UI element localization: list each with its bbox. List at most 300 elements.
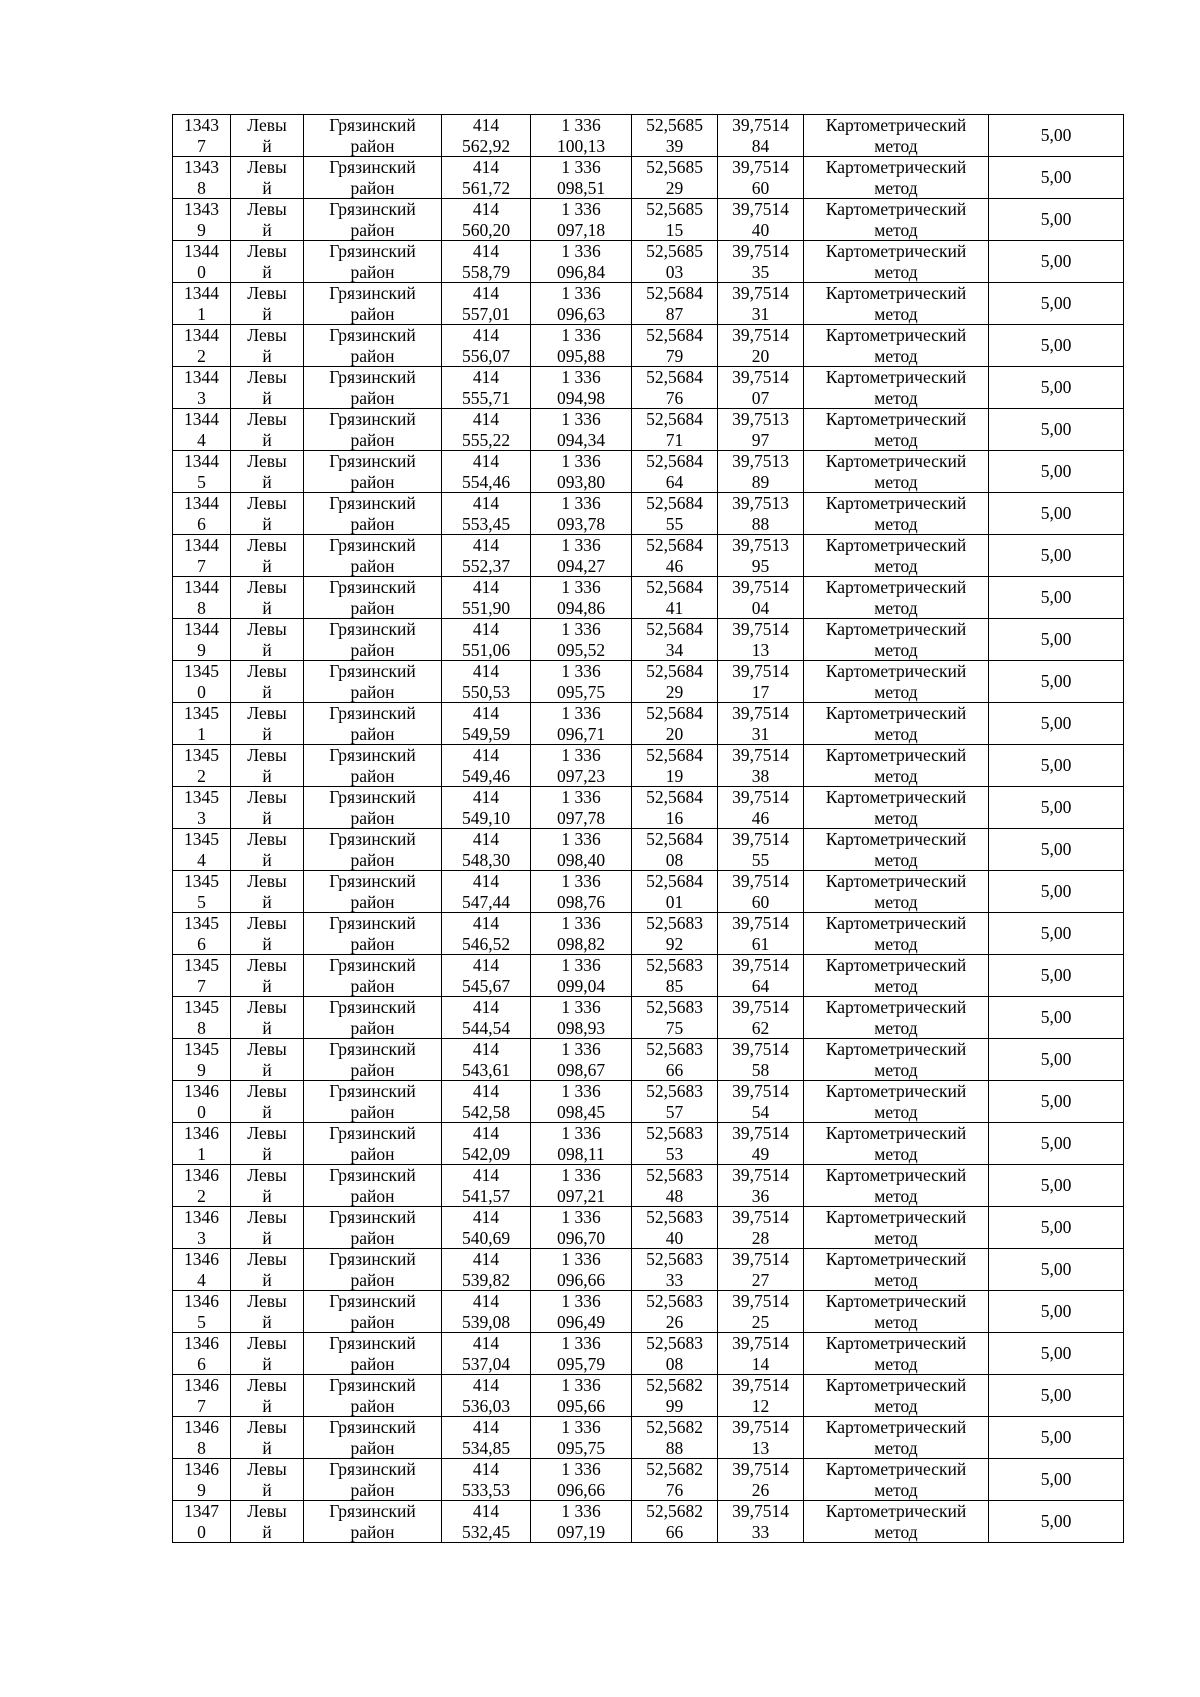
side-cell: Левы й (231, 955, 304, 997)
accuracy-cell: 5,00 (989, 577, 1124, 619)
method-cell: Картометрический метод (804, 955, 989, 997)
y-coordinate-cell: 1 336 098,93 (531, 997, 632, 1039)
x-coordinate-cell: 414 545,67 (442, 955, 531, 997)
side-cell: Левы й (231, 367, 304, 409)
district-cell: Грязинский район (304, 1165, 442, 1207)
y-coordinate-cell: 1 336 095,79 (531, 1333, 632, 1375)
accuracy-cell: 5,00 (989, 1417, 1124, 1459)
point-number-cell: 1346 4 (173, 1249, 231, 1291)
table-row (173, 787, 1124, 829)
district-cell: Грязинский район (304, 325, 442, 367)
x-coordinate-cell: 414 534,85 (442, 1417, 531, 1459)
district-cell: Грязинский район (304, 1333, 442, 1375)
y-coordinate-cell: 1 336 096,84 (531, 241, 632, 283)
point-number-cell: 1343 8 (173, 157, 231, 199)
side-cell: Левы й (231, 1501, 304, 1543)
point-number-cell: 1346 0 (173, 1081, 231, 1123)
table-row (173, 1333, 1124, 1375)
method-cell: Картометрический метод (804, 1333, 989, 1375)
point-number-cell: 1346 1 (173, 1123, 231, 1165)
point-number-cell: 1346 7 (173, 1375, 231, 1417)
side-cell: Левы й (231, 661, 304, 703)
side-cell: Левы й (231, 1459, 304, 1501)
accuracy-cell: 5,00 (989, 493, 1124, 535)
accuracy-cell: 5,00 (989, 115, 1124, 157)
y-coordinate-cell: 1 336 096,66 (531, 1459, 632, 1501)
district-cell: Грязинский район (304, 829, 442, 871)
method-cell: Картометрический метод (804, 535, 989, 577)
longitude-cell: 39,7514 49 (718, 1123, 804, 1165)
table-row (173, 1123, 1124, 1165)
table-row (173, 241, 1124, 283)
x-coordinate-cell: 414 555,71 (442, 367, 531, 409)
accuracy-cell: 5,00 (989, 1207, 1124, 1249)
table-row (173, 745, 1124, 787)
district-cell: Грязинский район (304, 913, 442, 955)
method-cell: Картометрический метод (804, 829, 989, 871)
y-coordinate-cell: 1 336 098,67 (531, 1039, 632, 1081)
point-number-cell: 1344 3 (173, 367, 231, 409)
method-cell: Картометрический метод (804, 283, 989, 325)
table-row (173, 1081, 1124, 1123)
accuracy-cell: 5,00 (989, 997, 1124, 1039)
latitude-cell: 52,5684 46 (632, 535, 718, 577)
latitude-cell: 52,5685 39 (632, 115, 718, 157)
accuracy-cell: 5,00 (989, 409, 1124, 451)
longitude-cell: 39,7514 62 (718, 997, 804, 1039)
district-cell: Грязинский район (304, 1291, 442, 1333)
district-cell: Грязинский район (304, 619, 442, 661)
x-coordinate-cell: 414 546,52 (442, 913, 531, 955)
method-cell: Картометрический метод (804, 241, 989, 283)
x-coordinate-cell: 414 544,54 (442, 997, 531, 1039)
x-coordinate-cell: 414 555,22 (442, 409, 531, 451)
district-cell: Грязинский район (304, 871, 442, 913)
district-cell: Грязинский район (304, 115, 442, 157)
y-coordinate-cell: 1 336 093,78 (531, 493, 632, 535)
method-cell: Картометрический метод (804, 1165, 989, 1207)
side-cell: Левы й (231, 1375, 304, 1417)
y-coordinate-cell: 1 336 098,76 (531, 871, 632, 913)
point-number-cell: 1344 9 (173, 619, 231, 661)
y-coordinate-cell: 1 336 096,63 (531, 283, 632, 325)
method-cell: Картометрический метод (804, 871, 989, 913)
latitude-cell: 52,5684 01 (632, 871, 718, 913)
table-row (173, 1459, 1124, 1501)
latitude-cell: 52,5685 29 (632, 157, 718, 199)
method-cell: Картометрический метод (804, 409, 989, 451)
longitude-cell: 39,7513 97 (718, 409, 804, 451)
y-coordinate-cell: 1 336 097,21 (531, 1165, 632, 1207)
x-coordinate-cell: 414 554,46 (442, 451, 531, 493)
district-cell: Грязинский район (304, 1417, 442, 1459)
longitude-cell: 39,7514 20 (718, 325, 804, 367)
accuracy-cell: 5,00 (989, 283, 1124, 325)
district-cell: Грязинский район (304, 157, 442, 199)
table-row (173, 283, 1124, 325)
latitude-cell: 52,5683 08 (632, 1333, 718, 1375)
table-row (173, 1417, 1124, 1459)
district-cell: Грязинский район (304, 1249, 442, 1291)
x-coordinate-cell: 414 556,07 (442, 325, 531, 367)
x-coordinate-cell: 414 562,92 (442, 115, 531, 157)
longitude-cell: 39,7514 60 (718, 157, 804, 199)
longitude-cell: 39,7514 38 (718, 745, 804, 787)
point-number-cell: 1346 2 (173, 1165, 231, 1207)
x-coordinate-cell: 414 543,61 (442, 1039, 531, 1081)
y-coordinate-cell: 1 336 098,82 (531, 913, 632, 955)
y-coordinate-cell: 1 336 097,23 (531, 745, 632, 787)
latitude-cell: 52,5683 26 (632, 1291, 718, 1333)
point-number-cell: 1344 6 (173, 493, 231, 535)
table-row (173, 1207, 1124, 1249)
side-cell: Левы й (231, 1039, 304, 1081)
method-cell: Картометрический метод (804, 1039, 989, 1081)
y-coordinate-cell: 1 336 093,80 (531, 451, 632, 493)
district-cell: Грязинский район (304, 1207, 442, 1249)
method-cell: Картометрический метод (804, 1081, 989, 1123)
method-cell: Картометрический метод (804, 325, 989, 367)
longitude-cell: 39,7514 28 (718, 1207, 804, 1249)
method-cell: Картометрический метод (804, 367, 989, 409)
y-coordinate-cell: 1 336 097,19 (531, 1501, 632, 1543)
point-number-cell: 1344 0 (173, 241, 231, 283)
point-number-cell: 1345 9 (173, 1039, 231, 1081)
longitude-cell: 39,7514 33 (718, 1501, 804, 1543)
method-cell: Картометрический метод (804, 1417, 989, 1459)
x-coordinate-cell: 414 549,59 (442, 703, 531, 745)
accuracy-cell: 5,00 (989, 871, 1124, 913)
district-cell: Грязинский район (304, 955, 442, 997)
x-coordinate-cell: 414 548,30 (442, 829, 531, 871)
method-cell: Картометрический метод (804, 745, 989, 787)
longitude-cell: 39,7514 84 (718, 115, 804, 157)
point-number-cell: 1345 2 (173, 745, 231, 787)
latitude-cell: 52,5683 92 (632, 913, 718, 955)
x-coordinate-cell: 414 539,82 (442, 1249, 531, 1291)
district-cell: Грязинский район (304, 283, 442, 325)
accuracy-cell: 5,00 (989, 661, 1124, 703)
table-row (173, 1165, 1124, 1207)
table-row (173, 535, 1124, 577)
method-cell: Картометрический метод (804, 157, 989, 199)
side-cell: Левы й (231, 115, 304, 157)
method-cell: Картометрический метод (804, 661, 989, 703)
y-coordinate-cell: 1 336 100,13 (531, 115, 632, 157)
y-coordinate-cell: 1 336 097,78 (531, 787, 632, 829)
side-cell: Левы й (231, 157, 304, 199)
district-cell: Грязинский район (304, 493, 442, 535)
x-coordinate-cell: 414 542,58 (442, 1081, 531, 1123)
method-cell: Картометрический метод (804, 1249, 989, 1291)
latitude-cell: 52,5684 55 (632, 493, 718, 535)
y-coordinate-cell: 1 336 096,49 (531, 1291, 632, 1333)
district-cell: Грязинский район (304, 745, 442, 787)
side-cell: Левы й (231, 871, 304, 913)
latitude-cell: 52,5683 85 (632, 955, 718, 997)
method-cell: Картометрический метод (804, 1459, 989, 1501)
latitude-cell: 52,5683 57 (632, 1081, 718, 1123)
side-cell: Левы й (231, 493, 304, 535)
x-coordinate-cell: 414 549,10 (442, 787, 531, 829)
latitude-cell: 52,5684 20 (632, 703, 718, 745)
latitude-cell: 52,5684 76 (632, 367, 718, 409)
accuracy-cell: 5,00 (989, 367, 1124, 409)
accuracy-cell: 5,00 (989, 955, 1124, 997)
y-coordinate-cell: 1 336 098,11 (531, 1123, 632, 1165)
table-row (173, 577, 1124, 619)
longitude-cell: 39,7514 35 (718, 241, 804, 283)
longitude-cell: 39,7514 17 (718, 661, 804, 703)
longitude-cell: 39,7514 54 (718, 1081, 804, 1123)
table-row (173, 325, 1124, 367)
side-cell: Левы й (231, 1123, 304, 1165)
accuracy-cell: 5,00 (989, 241, 1124, 283)
latitude-cell: 52,5684 16 (632, 787, 718, 829)
x-coordinate-cell: 414 553,45 (442, 493, 531, 535)
longitude-cell: 39,7514 14 (718, 1333, 804, 1375)
district-cell: Грязинский район (304, 241, 442, 283)
x-coordinate-cell: 414 547,44 (442, 871, 531, 913)
side-cell: Левы й (231, 1207, 304, 1249)
point-number-cell: 1346 8 (173, 1417, 231, 1459)
method-cell: Картометрический метод (804, 913, 989, 955)
table-row (173, 1039, 1124, 1081)
longitude-cell: 39,7514 31 (718, 283, 804, 325)
y-coordinate-cell: 1 336 096,71 (531, 703, 632, 745)
point-number-cell: 1344 2 (173, 325, 231, 367)
method-cell: Картометрический метод (804, 619, 989, 661)
district-cell: Грязинский район (304, 1501, 442, 1543)
district-cell: Грязинский район (304, 535, 442, 577)
table-row (173, 703, 1124, 745)
side-cell: Левы й (231, 1165, 304, 1207)
point-number-cell: 1344 4 (173, 409, 231, 451)
table-row (173, 199, 1124, 241)
accuracy-cell: 5,00 (989, 1291, 1124, 1333)
accuracy-cell: 5,00 (989, 325, 1124, 367)
side-cell: Левы й (231, 409, 304, 451)
latitude-cell: 52,5684 19 (632, 745, 718, 787)
x-coordinate-cell: 414 540,69 (442, 1207, 531, 1249)
x-coordinate-cell: 414 561,72 (442, 157, 531, 199)
longitude-cell: 39,7514 40 (718, 199, 804, 241)
side-cell: Левы й (231, 1249, 304, 1291)
method-cell: Картометрический метод (804, 1501, 989, 1543)
side-cell: Левы й (231, 745, 304, 787)
district-cell: Грязинский район (304, 997, 442, 1039)
point-number-cell: 1344 5 (173, 451, 231, 493)
table-row (173, 661, 1124, 703)
accuracy-cell: 5,00 (989, 745, 1124, 787)
side-cell: Левы й (231, 913, 304, 955)
district-cell: Грязинский район (304, 1081, 442, 1123)
y-coordinate-cell: 1 336 095,88 (531, 325, 632, 367)
latitude-cell: 52,5683 40 (632, 1207, 718, 1249)
table-row (173, 1501, 1124, 1543)
table-row (173, 493, 1124, 535)
point-number-cell: 1345 7 (173, 955, 231, 997)
table-row (173, 829, 1124, 871)
table-row (173, 1291, 1124, 1333)
latitude-cell: 52,5682 76 (632, 1459, 718, 1501)
longitude-cell: 39,7514 64 (718, 955, 804, 997)
y-coordinate-cell: 1 336 095,66 (531, 1375, 632, 1417)
longitude-cell: 39,7514 31 (718, 703, 804, 745)
accuracy-cell: 5,00 (989, 1249, 1124, 1291)
x-coordinate-cell: 414 558,79 (442, 241, 531, 283)
point-number-cell: 1344 1 (173, 283, 231, 325)
side-cell: Левы й (231, 325, 304, 367)
side-cell: Левы й (231, 1081, 304, 1123)
point-number-cell: 1347 0 (173, 1501, 231, 1543)
table-row (173, 1249, 1124, 1291)
y-coordinate-cell: 1 336 099,04 (531, 955, 632, 997)
table-row (173, 451, 1124, 493)
method-cell: Картометрический метод (804, 115, 989, 157)
y-coordinate-cell: 1 336 094,86 (531, 577, 632, 619)
district-cell: Грязинский район (304, 451, 442, 493)
table-row (173, 871, 1124, 913)
longitude-cell: 39,7514 13 (718, 1417, 804, 1459)
accuracy-cell: 5,00 (989, 199, 1124, 241)
accuracy-cell: 5,00 (989, 451, 1124, 493)
table-row (173, 913, 1124, 955)
accuracy-cell: 5,00 (989, 913, 1124, 955)
x-coordinate-cell: 414 549,46 (442, 745, 531, 787)
x-coordinate-cell: 414 550,53 (442, 661, 531, 703)
x-coordinate-cell: 414 539,08 (442, 1291, 531, 1333)
accuracy-cell: 5,00 (989, 1081, 1124, 1123)
district-cell: Грязинский район (304, 661, 442, 703)
side-cell: Левы й (231, 199, 304, 241)
district-cell: Грязинский район (304, 1459, 442, 1501)
district-cell: Грязинский район (304, 1375, 442, 1417)
method-cell: Картометрический метод (804, 451, 989, 493)
method-cell: Картометрический метод (804, 997, 989, 1039)
latitude-cell: 52,5684 34 (632, 619, 718, 661)
longitude-cell: 39,7514 58 (718, 1039, 804, 1081)
side-cell: Левы й (231, 1417, 304, 1459)
longitude-cell: 39,7514 46 (718, 787, 804, 829)
longitude-cell: 39,7514 27 (718, 1249, 804, 1291)
point-number-cell: 1345 0 (173, 661, 231, 703)
latitude-cell: 52,5683 66 (632, 1039, 718, 1081)
method-cell: Картометрический метод (804, 1291, 989, 1333)
y-coordinate-cell: 1 336 094,34 (531, 409, 632, 451)
table-row (173, 409, 1124, 451)
method-cell: Картометрический метод (804, 703, 989, 745)
latitude-cell: 52,5684 41 (632, 577, 718, 619)
latitude-cell: 52,5683 75 (632, 997, 718, 1039)
y-coordinate-cell: 1 336 095,75 (531, 1417, 632, 1459)
latitude-cell: 52,5684 71 (632, 409, 718, 451)
longitude-cell: 39,7513 95 (718, 535, 804, 577)
point-number-cell: 1345 3 (173, 787, 231, 829)
y-coordinate-cell: 1 336 095,52 (531, 619, 632, 661)
latitude-cell: 52,5683 53 (632, 1123, 718, 1165)
longitude-cell: 39,7514 25 (718, 1291, 804, 1333)
longitude-cell: 39,7514 55 (718, 829, 804, 871)
latitude-cell: 52,5684 87 (632, 283, 718, 325)
x-coordinate-cell: 414 557,01 (442, 283, 531, 325)
latitude-cell: 52,5684 08 (632, 829, 718, 871)
latitude-cell: 52,5682 99 (632, 1375, 718, 1417)
accuracy-cell: 5,00 (989, 1501, 1124, 1543)
longitude-cell: 39,7514 26 (718, 1459, 804, 1501)
x-coordinate-cell: 414 551,90 (442, 577, 531, 619)
point-number-cell: 1344 8 (173, 577, 231, 619)
y-coordinate-cell: 1 336 095,75 (531, 661, 632, 703)
latitude-cell: 52,5683 48 (632, 1165, 718, 1207)
accuracy-cell: 5,00 (989, 157, 1124, 199)
table-row (173, 367, 1124, 409)
accuracy-cell: 5,00 (989, 535, 1124, 577)
side-cell: Левы й (231, 535, 304, 577)
longitude-cell: 39,7514 07 (718, 367, 804, 409)
point-number-cell: 1346 3 (173, 1207, 231, 1249)
accuracy-cell: 5,00 (989, 1123, 1124, 1165)
side-cell: Левы й (231, 241, 304, 283)
point-number-cell: 1346 6 (173, 1333, 231, 1375)
method-cell: Картометрический метод (804, 577, 989, 619)
longitude-cell: 39,7514 36 (718, 1165, 804, 1207)
x-coordinate-cell: 414 532,45 (442, 1501, 531, 1543)
coordinates-table (172, 114, 1124, 1543)
longitude-cell: 39,7514 04 (718, 577, 804, 619)
latitude-cell: 52,5683 33 (632, 1249, 718, 1291)
point-number-cell: 1346 5 (173, 1291, 231, 1333)
point-number-cell: 1343 7 (173, 115, 231, 157)
latitude-cell: 52,5684 29 (632, 661, 718, 703)
method-cell: Картометрический метод (804, 1375, 989, 1417)
point-number-cell: 1345 1 (173, 703, 231, 745)
point-number-cell: 1345 4 (173, 829, 231, 871)
accuracy-cell: 5,00 (989, 1459, 1124, 1501)
table-row (173, 955, 1124, 997)
latitude-cell: 52,5684 64 (632, 451, 718, 493)
side-cell: Левы й (231, 787, 304, 829)
y-coordinate-cell: 1 336 094,98 (531, 367, 632, 409)
y-coordinate-cell: 1 336 098,51 (531, 157, 632, 199)
x-coordinate-cell: 414 560,20 (442, 199, 531, 241)
district-cell: Грязинский район (304, 1123, 442, 1165)
method-cell: Картометрический метод (804, 199, 989, 241)
longitude-cell: 39,7513 89 (718, 451, 804, 493)
y-coordinate-cell: 1 336 098,40 (531, 829, 632, 871)
district-cell: Грязинский район (304, 787, 442, 829)
side-cell: Левы й (231, 1333, 304, 1375)
x-coordinate-cell: 414 536,03 (442, 1375, 531, 1417)
accuracy-cell: 5,00 (989, 703, 1124, 745)
district-cell: Грязинский район (304, 409, 442, 451)
point-number-cell: 1344 7 (173, 535, 231, 577)
side-cell: Левы й (231, 997, 304, 1039)
x-coordinate-cell: 414 537,04 (442, 1333, 531, 1375)
side-cell: Левы й (231, 829, 304, 871)
table-row (173, 997, 1124, 1039)
accuracy-cell: 5,00 (989, 787, 1124, 829)
table-row (173, 1375, 1124, 1417)
longitude-cell: 39,7514 12 (718, 1375, 804, 1417)
longitude-cell: 39,7513 88 (718, 493, 804, 535)
accuracy-cell: 5,00 (989, 1039, 1124, 1081)
point-number-cell: 1345 6 (173, 913, 231, 955)
table-body (173, 115, 1124, 1543)
district-cell: Грязинский район (304, 1039, 442, 1081)
accuracy-cell: 5,00 (989, 1165, 1124, 1207)
longitude-cell: 39,7514 60 (718, 871, 804, 913)
